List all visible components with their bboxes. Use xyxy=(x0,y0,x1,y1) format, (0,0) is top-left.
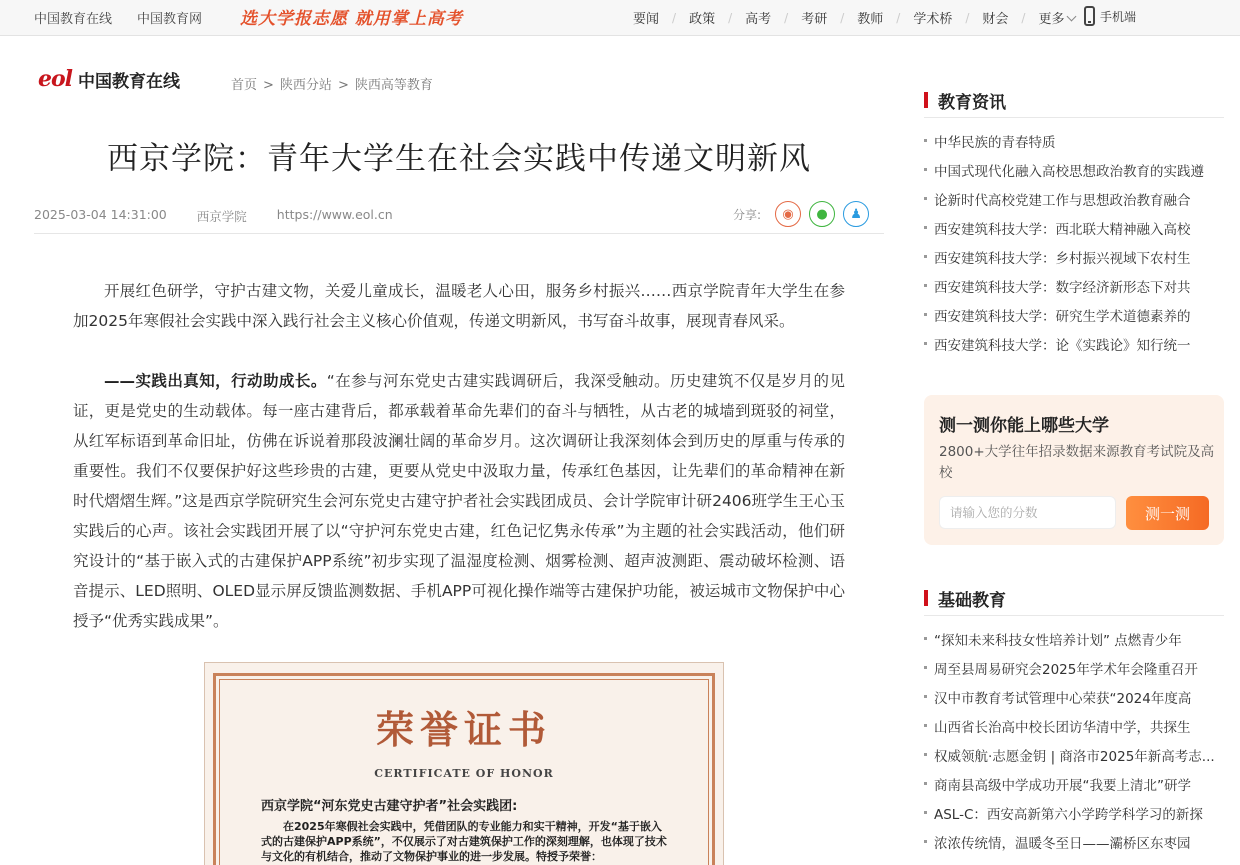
list-item[interactable]: 西安建筑科技大学：数字经济新形态下对共 xyxy=(924,276,1224,305)
certificate-body: 在2025年寒假社会实践中，凭借团队的专业能力和实干精神，开发“基于嵌入式的古建保护APP系统”，不仅展示了对古建筑保护工作的深刻理解，也体现了技术与文化的有机结合，推动了文物保护事业的进一步发展。特授予荣誉： xyxy=(261,820,667,863)
list-item[interactable]: ASL-C：西安高新第六小学跨学科学习的新探 xyxy=(924,803,1224,832)
list-item[interactable]: 西安建筑科技大学：乡村振兴视域下农村生 xyxy=(924,247,1224,276)
nav-more-label: 更多 xyxy=(1038,12,1065,27)
list-item[interactable]: 权威领航·志愿金钥 | 商洛市2025年新高考志... xyxy=(924,745,1224,774)
score-test-desc: 2800+大学往年招录数据来源教育考试院及高校 xyxy=(939,444,1215,481)
news-section-header xyxy=(924,90,1224,118)
list-item[interactable]: “探知未来科技女性培养计划” 点燃青少年 xyxy=(924,629,1224,658)
weibo-share-icon[interactable]: ◉ xyxy=(775,201,801,227)
nav-item-gaokao[interactable]: 高考 xyxy=(745,12,772,27)
breadcrumb-higher-edu[interactable]: 陕西高等教育 xyxy=(354,78,433,93)
wechat-share-icon[interactable]: ● xyxy=(809,201,835,227)
phone-icon xyxy=(1084,6,1095,26)
publish-date: 2025-03-04 14:31:00 xyxy=(34,207,167,222)
paragraph-lead: ——实践出真知，行动助成长。 xyxy=(104,372,327,390)
basic-edu-list xyxy=(924,629,1224,861)
list-item[interactable]: 论新时代高校党建工作与思想政治教育融合 xyxy=(924,189,1224,218)
basic-edu-section-header xyxy=(924,588,1224,616)
qq-share-icon[interactable]: ♟ xyxy=(843,201,869,227)
score-test-button[interactable]: 测一测 xyxy=(1126,496,1209,530)
site-link-eol-online[interactable]: 中国教育在线 xyxy=(34,12,113,27)
list-item[interactable]: 商南县高级中学成功开展“我要上清北”研学 xyxy=(924,774,1224,803)
certificate-title: 荣誉证书 xyxy=(375,707,552,752)
section-marker xyxy=(924,92,928,108)
header-divider xyxy=(34,233,884,234)
basic-edu-section-title: 基础教育 xyxy=(938,591,1006,611)
share-label: 分享: xyxy=(733,207,762,222)
mobile-link[interactable] xyxy=(1084,6,1136,26)
news-section-title: 教育资讯 xyxy=(938,93,1006,113)
news-list xyxy=(924,131,1224,363)
chevron-down-icon xyxy=(1067,12,1077,22)
nav-item-policy[interactable]: 政策 xyxy=(689,12,716,27)
slogan-banner[interactable]: 选大学报志愿 就用掌上高考 xyxy=(240,9,463,29)
article-body xyxy=(73,276,845,666)
logo-name: 中国教育在线 xyxy=(78,71,181,92)
certificate-recipient: 西京学院“河东党史古建守护者”社会实践团: xyxy=(261,799,518,814)
article-paragraph xyxy=(73,366,845,636)
score-input[interactable] xyxy=(939,496,1116,529)
site-link-eol-net[interactable]: 中国教育网 xyxy=(137,12,203,27)
breadcrumb: 首页 > 陕西分站 > 陕西高等教育 xyxy=(231,78,433,93)
list-item[interactable]: 山西省长治高中校长团访华清中学，共探生 xyxy=(924,716,1224,745)
list-item[interactable]: 西安建筑科技大学：论《实践论》知行统一 xyxy=(924,334,1224,363)
nav-item-more[interactable] xyxy=(1025,8,1088,27)
main-nav: 要闻 / 政策 / 高考 / 考研 / 教师 / 学术桥 / 财会 / 更多 xyxy=(620,8,1088,27)
nav-item-kaoyan[interactable]: 考研 xyxy=(801,12,828,27)
certificate-subtitle: CERTIFICATE OF HONOR xyxy=(374,767,554,780)
eol-logo-mark: eol xyxy=(38,66,73,92)
list-item[interactable]: 汉中市教育考试管理中心荣获“2024年度高 xyxy=(924,687,1224,716)
article-url[interactable]: https://www.eol.cn xyxy=(276,207,393,222)
site-logo[interactable] xyxy=(38,66,180,92)
nav-item-finance[interactable]: 财会 xyxy=(982,12,1009,27)
nav-item-news[interactable]: 要闻 xyxy=(633,12,660,27)
list-item[interactable]: 西安建筑科技大学：西北联大精神融入高校 xyxy=(924,218,1224,247)
article-source: 西京学院 xyxy=(196,209,247,224)
list-item[interactable]: 中国式现代化融入高校思想政治教育的实践遵 xyxy=(924,160,1224,189)
section-marker xyxy=(924,590,928,606)
list-item[interactable]: 浓浓传统情，温暖冬至日——灞桥区东枣园 xyxy=(924,832,1224,861)
list-item[interactable]: 周至县周易研究会2025年学术年会隆重召开 xyxy=(924,658,1224,687)
share-bar xyxy=(733,201,869,227)
nav-item-teacher[interactable]: 教师 xyxy=(857,12,884,27)
certificate-image xyxy=(204,662,724,865)
top-bar xyxy=(0,0,1240,36)
article-paragraph: 开展红色研学，守护古建文物，关爱儿童成长，温暖老人心田，服务乡村振兴……西京学院青年大学生在参加2025年寒假社会实践中深入践行社会主义核心价值观，传递文明新风，书写奋斗故事，展现青春风采。 xyxy=(73,282,845,330)
list-item[interactable]: 西安建筑科技大学：研究生学术道德素养的 xyxy=(924,305,1224,334)
article-title: 西京学院：青年大学生在社会实践中传递文明新风 xyxy=(107,141,811,177)
score-test-widget xyxy=(924,395,1224,545)
article-meta xyxy=(34,207,423,225)
mobile-label: 手机端 xyxy=(1100,9,1137,24)
breadcrumb-shaanxi[interactable]: 陕西分站 xyxy=(279,78,332,93)
list-item[interactable]: 中华民族的青春特质 xyxy=(924,131,1224,160)
breadcrumb-home[interactable]: 首页 xyxy=(231,78,258,93)
score-test-title: 测一测你能上哪些大学 xyxy=(939,416,1109,436)
paragraph-body: “在参与河东党史古建实践调研后，我深受触动。历史建筑不仅是岁月的见证，更是党史的生动载体。每一座古建背后，都承载着革命先辈们的奋斗与牺牲，从古老的城墙到斑驳的祠堂，从红军标语到革命旧址，仿佛在诉说着那段波澜壮阔的革命岁月。这次调研让我深刻体会到历史的厚重与传承的重要性。我们不仅要保护好这些珍贵的古建，更要从党史中汲取力量，传承红色基因，让先辈们的革命精神在新时代熠熠生辉。”这是西京学院研究生会河东党史古建守护者社会实践团成员、会计学院审计研2406班学生王心玉实践后的心声。该社会实践团开展了以“守护河东党史古建，红色记忆隽永传承”为主题的社会实践活动，他们研究设计的“基于嵌入式的古建保护APP系统”初步实现了温湿度检测、烟雾检测、超声波测距、震动破坏检测、语音提示、LED照明、OLED显示屏反馈监测数据、手机APP可视化操作端等古建保护功能，被运城市文物保护中心授予“优秀实践成果”。 xyxy=(73,372,845,630)
nav-item-academic[interactable]: 学术桥 xyxy=(913,12,953,27)
